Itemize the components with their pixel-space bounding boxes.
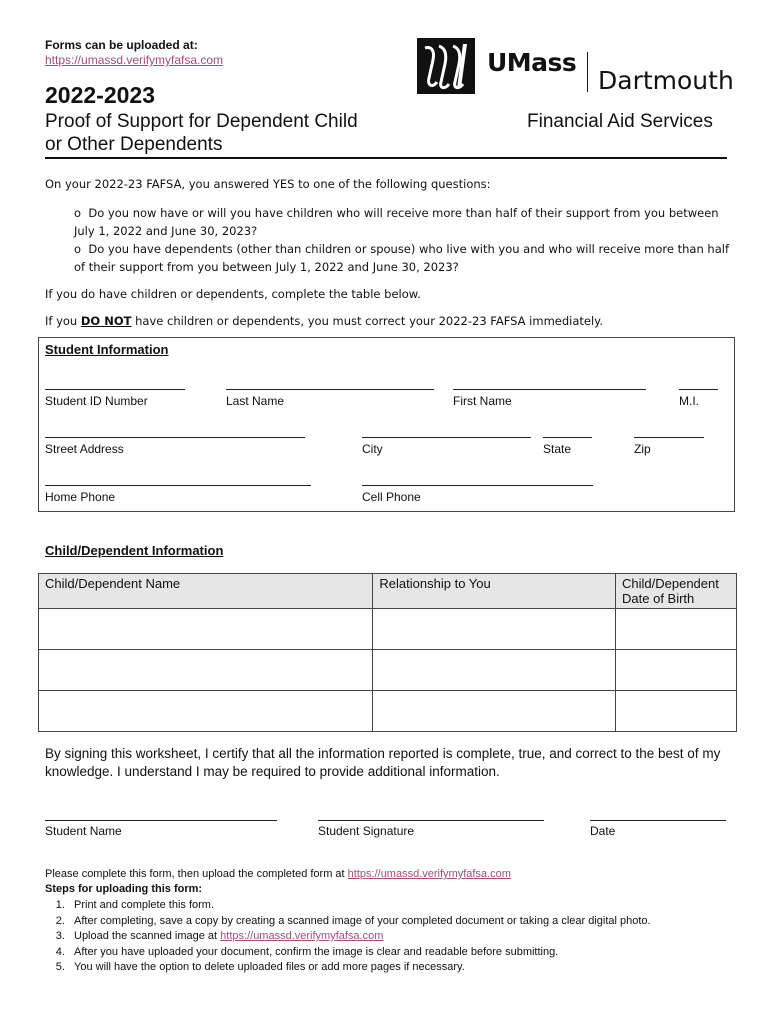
state-label: State	[543, 442, 572, 456]
zip-label: Zip	[634, 442, 651, 456]
table-header-row	[39, 574, 737, 609]
student-id-label: Student ID Number	[45, 394, 148, 408]
logo-divider	[587, 52, 588, 92]
last-name-label: Last Name	[226, 394, 285, 408]
mi-label: M.I.	[679, 394, 699, 408]
logo-dartmouth-text: Dartmouth	[598, 66, 734, 95]
cell-phone-input[interactable]	[362, 485, 593, 486]
relationship-cell[interactable]	[373, 609, 616, 650]
certification-text: By signing this worksheet, I certify that all the information reported is complete, true, and correct to the best of my knowledge. I understand I may be required to provide additional information.	[45, 746, 721, 779]
dependents-table	[38, 573, 737, 732]
question-2: o Do you have dependents (other than children or spouse) who live with you and who will receive more than half of their support from you between July 1, 2022 and June 30, 2023?	[74, 242, 729, 274]
city-label: City	[362, 442, 383, 456]
department-name: Financial Aid Services	[527, 111, 713, 132]
street-address-label: Street Address	[45, 442, 124, 456]
birthdate-cell[interactable]	[616, 691, 737, 732]
do-not-note: If you DO NOT have children or dependents, you must correct your 2022-23 FAFSA immediately.	[45, 314, 603, 328]
city-input[interactable]	[362, 437, 531, 438]
upload-instruction: Please complete this form, then upload the completed form at https://umassd.verifymyfafsa.com	[45, 868, 511, 880]
bullet-icon: o	[74, 206, 82, 220]
state-input[interactable]	[543, 437, 592, 438]
dependent-name-cell[interactable]	[39, 691, 373, 732]
column-header: Relationship to You	[373, 574, 616, 609]
street-address-input[interactable]	[45, 437, 305, 438]
column-header: Child/Dependent Date of Birth	[616, 574, 737, 609]
dependent-name-cell[interactable]	[39, 650, 373, 691]
date-input[interactable]	[590, 820, 726, 821]
upload-label: Forms can be uploaded at:	[45, 38, 198, 52]
column-header: Child/Dependent Name	[39, 574, 373, 609]
steps-list	[24, 898, 744, 976]
table-row	[39, 609, 737, 650]
bullet-icon: o	[74, 242, 82, 256]
form-title-line1: Proof of Support for Dependent Child	[45, 111, 358, 132]
dependents-heading: Child/Dependent Information	[45, 543, 224, 558]
list-item: 2. After completing, save a copy by creating a scanned image of your completed document or taking a clear digital photo.	[68, 914, 744, 930]
question-lead: On your 2022-23 FAFSA, you answered YES to one of the following questions:	[45, 177, 491, 191]
birthdate-cell[interactable]	[616, 609, 737, 650]
table-row	[39, 691, 737, 732]
question-1: o Do you now have or will you have children who will receive more than half of their support from you between July 1, 2022 and June 30, 2023?	[74, 206, 719, 238]
student-id-input[interactable]	[45, 389, 185, 390]
dependent-name-cell[interactable]	[39, 609, 373, 650]
zip-input[interactable]	[634, 437, 704, 438]
relationship-cell[interactable]	[373, 650, 616, 691]
first-name-label: First Name	[453, 394, 512, 408]
list-item: 1. Print and complete this form.	[68, 898, 744, 914]
student-info-heading: Student Information	[45, 342, 169, 357]
cell-phone-label: Cell Phone	[362, 490, 421, 504]
umass-logo-icon	[417, 38, 475, 94]
form-title-line2: or Other Dependents	[45, 134, 223, 155]
date-label: Date	[590, 824, 616, 838]
relationship-cell[interactable]	[373, 691, 616, 732]
student-signature-label: Student Signature	[318, 824, 415, 838]
logo-umass-text: UMass	[487, 48, 577, 77]
list-item: 5. You will have the option to delete uploaded files or add more pages if necessary.	[68, 960, 744, 976]
upload-link[interactable]: https://umassd.verifymyfafsa.com	[45, 53, 224, 67]
steps-heading: Steps for uploading this form:	[45, 883, 203, 895]
form-year: 2022-2023	[45, 82, 155, 108]
last-name-input[interactable]	[226, 389, 434, 390]
list-item: 4. After you have uploaded your document, confirm the image is clear and readable before submitting.	[68, 945, 744, 961]
first-name-input[interactable]	[453, 389, 646, 390]
table-row	[39, 650, 737, 691]
student-name-input[interactable]	[45, 820, 277, 821]
steps-list-container	[24, 898, 744, 976]
header-rule	[45, 157, 727, 159]
home-phone-label: Home Phone	[45, 490, 116, 504]
list-item: 3. Upload the scanned image at https://umassd.verifymyfafsa.com	[68, 929, 744, 945]
birthdate-cell[interactable]	[616, 650, 737, 691]
student-name-label: Student Name	[45, 824, 122, 838]
home-phone-input[interactable]	[45, 485, 311, 486]
upload-link-3[interactable]: https://umassd.verifymyfafsa.com	[220, 930, 384, 942]
mi-input[interactable]	[679, 389, 718, 390]
student-signature-input[interactable]	[318, 820, 544, 821]
complete-table-note: If you do have children or dependents, complete the table below.	[45, 287, 421, 301]
upload-link-2[interactable]: https://umassd.verifymyfafsa.com	[347, 868, 511, 880]
